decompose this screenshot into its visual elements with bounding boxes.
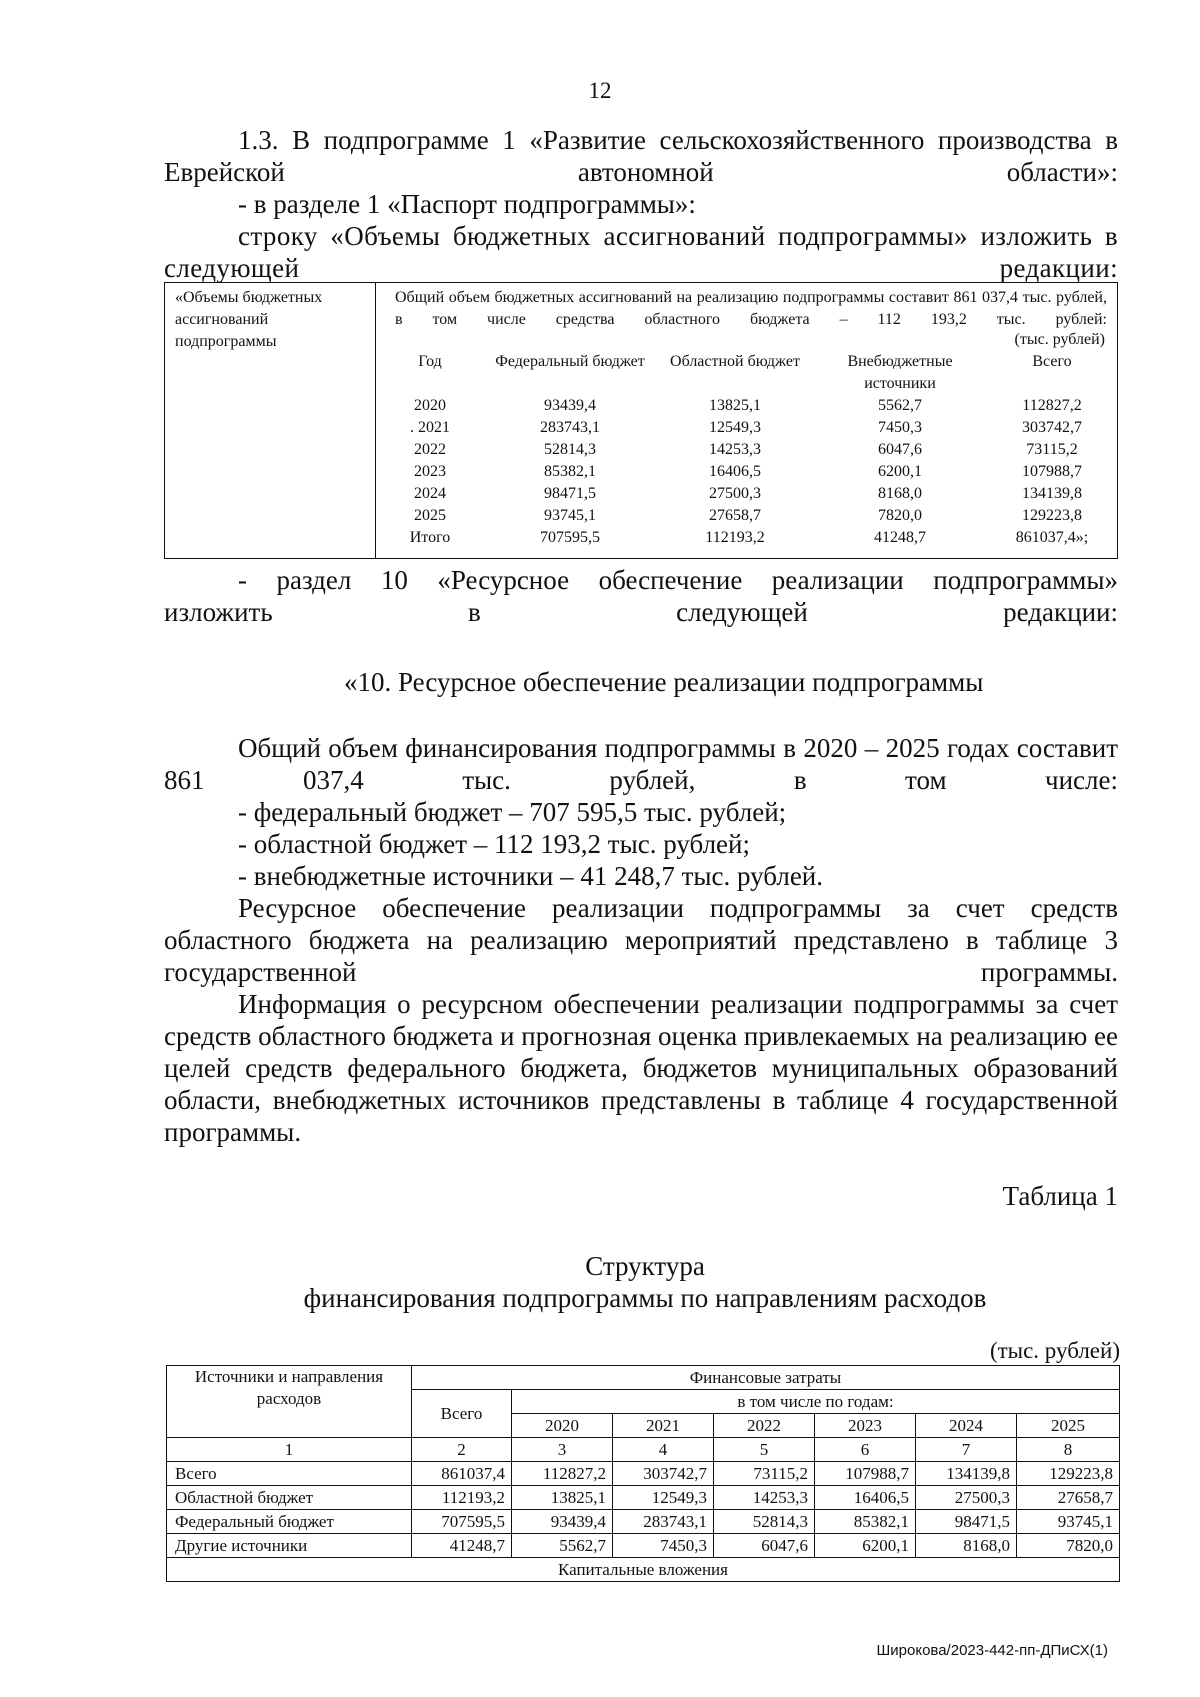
passport-cell: 2025 bbox=[414, 507, 446, 524]
row-value: 8168,0 bbox=[916, 1534, 1017, 1558]
row-value: 303742,7 bbox=[613, 1462, 714, 1486]
passport-cell: 303742,7 bbox=[1022, 419, 1082, 436]
passport-cell: 2022 bbox=[414, 441, 446, 458]
passport-cell: 52814,3 bbox=[544, 441, 596, 458]
column-number: 7 bbox=[916, 1438, 1017, 1462]
passport-row bbox=[375, 505, 1119, 527]
row-value: 7820,0 bbox=[1017, 1534, 1120, 1558]
row-label: Всего bbox=[167, 1462, 412, 1486]
column-number: 2 bbox=[412, 1438, 512, 1462]
column-number: 6 bbox=[815, 1438, 916, 1462]
row-value: 93439,4 bbox=[512, 1510, 613, 1534]
passport-cell: 129223,8 bbox=[1022, 507, 1082, 524]
paragraph-total-funding: Общий объем финансирования подпрограммы в 2020 – 2025 годах составит 861 037,4 тыс. рублей, в том числе: bbox=[164, 733, 1118, 795]
passport-cell: 7450,3 bbox=[878, 419, 922, 436]
passport-cell: 16406,5 bbox=[709, 463, 761, 480]
structure-row bbox=[167, 1510, 1120, 1534]
row-value: 7450,3 bbox=[613, 1534, 714, 1558]
row-value: 85382,1 bbox=[815, 1510, 916, 1534]
passport-budget-table bbox=[375, 351, 1119, 549]
row-value: 12549,3 bbox=[613, 1486, 714, 1510]
passport-header-extra: Внебюджетные источники bbox=[847, 353, 953, 392]
passport-left-cell: «Объемы бюджетных ассигнований подпрограммы bbox=[175, 289, 323, 350]
passport-header-federal: Федеральный бюджет bbox=[495, 353, 645, 370]
row-value: 5562,7 bbox=[512, 1534, 613, 1558]
paragraph-1-3: 1.3. В подпрограмме 1 «Развитие сельскохозяйственного производства в Еврейской автономной области»: bbox=[164, 125, 1118, 187]
passport-cell: 41248,7 bbox=[874, 529, 926, 546]
row-value: 14253,3 bbox=[714, 1486, 815, 1510]
table-1-label: Таблица 1 bbox=[1002, 1181, 1118, 1211]
passport-cell: 73115,2 bbox=[1026, 441, 1078, 458]
row-value: 98471,5 bbox=[916, 1510, 1017, 1534]
structure-row bbox=[167, 1462, 1120, 1486]
column-number: 1 bbox=[167, 1438, 412, 1462]
passport-cell: 134139,8 bbox=[1022, 485, 1082, 502]
structure-header-row-1 bbox=[167, 1366, 1120, 1390]
passport-cell: 93745,1 bbox=[544, 507, 596, 524]
heading-section-10: «10. Ресурсное обеспечение реализации подпрограммы bbox=[344, 667, 984, 697]
header-year: 2025 bbox=[1017, 1414, 1120, 1438]
header-year: 2020 bbox=[512, 1414, 613, 1438]
passport-header-row bbox=[375, 351, 1119, 395]
passport-cell: 85382,1 bbox=[544, 463, 596, 480]
passport-cell: 2023 bbox=[414, 463, 446, 480]
passport-cell: 27658,7 bbox=[709, 507, 761, 524]
row-value: 73115,2 bbox=[714, 1462, 815, 1486]
header-year: 2023 bbox=[815, 1414, 916, 1438]
row-value: 6047,6 bbox=[714, 1534, 815, 1558]
row-value: 41248,7 bbox=[412, 1534, 512, 1558]
header-by-year: в том числе по годам: bbox=[512, 1390, 1120, 1414]
row-value: 129223,8 bbox=[1017, 1462, 1120, 1486]
passport-cell: 98471,5 bbox=[544, 485, 596, 502]
capital-row bbox=[167, 1558, 1120, 1582]
header-costs: Финансовые затраты bbox=[412, 1366, 1120, 1390]
passport-cell: 707595,5 bbox=[540, 529, 600, 546]
passport-header-regional: Областной бюджет bbox=[670, 353, 800, 370]
row-value: 52814,3 bbox=[714, 1510, 815, 1534]
passport-row bbox=[375, 395, 1119, 417]
passport-cell: 861037,4»; bbox=[1015, 529, 1089, 546]
row-value: 27658,7 bbox=[1017, 1486, 1120, 1510]
passport-cell: 5562,7 bbox=[878, 397, 922, 414]
passport-cell: 112827,2 bbox=[1022, 397, 1082, 414]
header-year: 2024 bbox=[916, 1414, 1017, 1438]
paragraph-info: Информация о ресурсном обеспечении реализации подпрограммы за счет средств областного бюджета и прогнозная оценка привлекаемых на реализацию ее целей средств федерального бюджета, бюджетов муниципальных образований области, внебюджетных источников представлены в таблице 4 государственной программы. bbox=[164, 989, 1118, 1147]
row-value: 707595,5 bbox=[412, 1510, 512, 1534]
row-value: 13825,1 bbox=[512, 1486, 613, 1510]
passport-unit: (тыс. рублей) bbox=[1014, 331, 1105, 348]
bullet-federal: - федеральный бюджет – 707 595,5 тыс. рублей; bbox=[238, 797, 787, 827]
structure-column-numbers bbox=[167, 1438, 1120, 1462]
passport-cell: 2020 bbox=[414, 397, 446, 414]
row-label: Областной бюджет bbox=[167, 1486, 412, 1510]
column-number: 4 bbox=[613, 1438, 714, 1462]
structure-row bbox=[167, 1534, 1120, 1558]
section-1-line: - в разделе 1 «Паспорт подпрограммы»: bbox=[238, 189, 696, 219]
row-value: 93745,1 bbox=[1017, 1510, 1120, 1534]
passport-cell: 112193,2 bbox=[705, 529, 765, 546]
column-number: 5 bbox=[714, 1438, 815, 1462]
passport-row bbox=[375, 483, 1119, 505]
column-number: 3 bbox=[512, 1438, 613, 1462]
passport-cell: 93439,4 bbox=[544, 397, 596, 414]
passport-row bbox=[375, 527, 1119, 549]
row-value: 283743,1 bbox=[613, 1510, 714, 1534]
capital-investments: Капитальные вложения bbox=[167, 1558, 1120, 1582]
passport-intro: Общий объем бюджетных ассигнований на реализацию подпрограммы составит 861 037,4 тыс. рублей, в том числе средства областного бюджета – 112 193,2 тыс. рублей: bbox=[395, 289, 1107, 328]
passport-cell: 107988,7 bbox=[1022, 463, 1082, 480]
structure-row bbox=[167, 1486, 1120, 1510]
passport-cell: 14253,3 bbox=[709, 441, 761, 458]
row-value: 134139,8 bbox=[916, 1462, 1017, 1486]
table-1-unit: (тыс. рублей) bbox=[989, 1338, 1120, 1363]
header-sources: Источники и направления расходов bbox=[167, 1366, 412, 1438]
structure-table bbox=[166, 1365, 1120, 1582]
passport-cell: 8168,0 bbox=[878, 485, 922, 502]
table-1-subtitle: финансирования подпрограммы по направлениям расходов bbox=[303, 1283, 987, 1313]
page-number: 12 bbox=[588, 78, 612, 103]
passport-cell: 2024 bbox=[414, 485, 446, 502]
header-year: 2021 bbox=[613, 1414, 714, 1438]
passport-cell: . 2021 bbox=[410, 419, 450, 436]
header-year: 2022 bbox=[714, 1414, 815, 1438]
passport-cell: 6200,1 bbox=[878, 463, 922, 480]
section-10-line: - раздел 10 «Ресурсное обеспечение реализации подпрограммы» изложить в следующей редакции: bbox=[164, 565, 1118, 627]
row-label: Федеральный бюджет bbox=[167, 1510, 412, 1534]
passport-cell: 13825,1 bbox=[709, 397, 761, 414]
row-value: 6200,1 bbox=[815, 1534, 916, 1558]
row-value: 112827,2 bbox=[512, 1462, 613, 1486]
row-value: 861037,4 bbox=[412, 1462, 512, 1486]
row-instruction: строку «Объемы бюджетных ассигнований подпрограммы» изложить в следующей редакции: bbox=[164, 221, 1118, 283]
passport-header-year: Год bbox=[418, 353, 442, 370]
passport-row bbox=[375, 417, 1119, 439]
footer-code: Широкова/2023-442-пп-ДПиСХ(1) bbox=[876, 1642, 1108, 1659]
passport-cell: Итого bbox=[409, 529, 451, 546]
table-1-title: Структура bbox=[585, 1251, 705, 1281]
row-value: 27500,3 bbox=[916, 1486, 1017, 1510]
row-value: 112193,2 bbox=[412, 1486, 512, 1510]
passport-cell: 6047,6 bbox=[878, 441, 922, 458]
row-value: 107988,7 bbox=[815, 1462, 916, 1486]
header-total: Всего bbox=[412, 1390, 512, 1438]
row-label: Другие источники bbox=[167, 1534, 412, 1558]
passport-cell: 7820,0 bbox=[878, 507, 922, 524]
column-number: 8 bbox=[1017, 1438, 1120, 1462]
row-value: 16406,5 bbox=[815, 1486, 916, 1510]
passport-row bbox=[375, 439, 1119, 461]
passport-cell: 27500,3 bbox=[709, 485, 761, 502]
bullet-extra: - внебюджетные источники – 41 248,7 тыс. рублей. bbox=[238, 861, 824, 891]
passport-header-total: Всего bbox=[1032, 353, 1072, 370]
passport-row bbox=[375, 461, 1119, 483]
passport-cell: 283743,1 bbox=[540, 419, 600, 436]
bullet-regional: - областной бюджет – 112 193,2 тыс. рублей; bbox=[238, 829, 750, 859]
paragraph-resource: Ресурсное обеспечение реализации подпрограммы за счет средств областного бюджета на реализацию мероприятий представлено в таблице 3 государственной программы. bbox=[164, 893, 1118, 987]
passport-table bbox=[164, 282, 1118, 559]
passport-cell: 12549,3 bbox=[709, 419, 761, 436]
